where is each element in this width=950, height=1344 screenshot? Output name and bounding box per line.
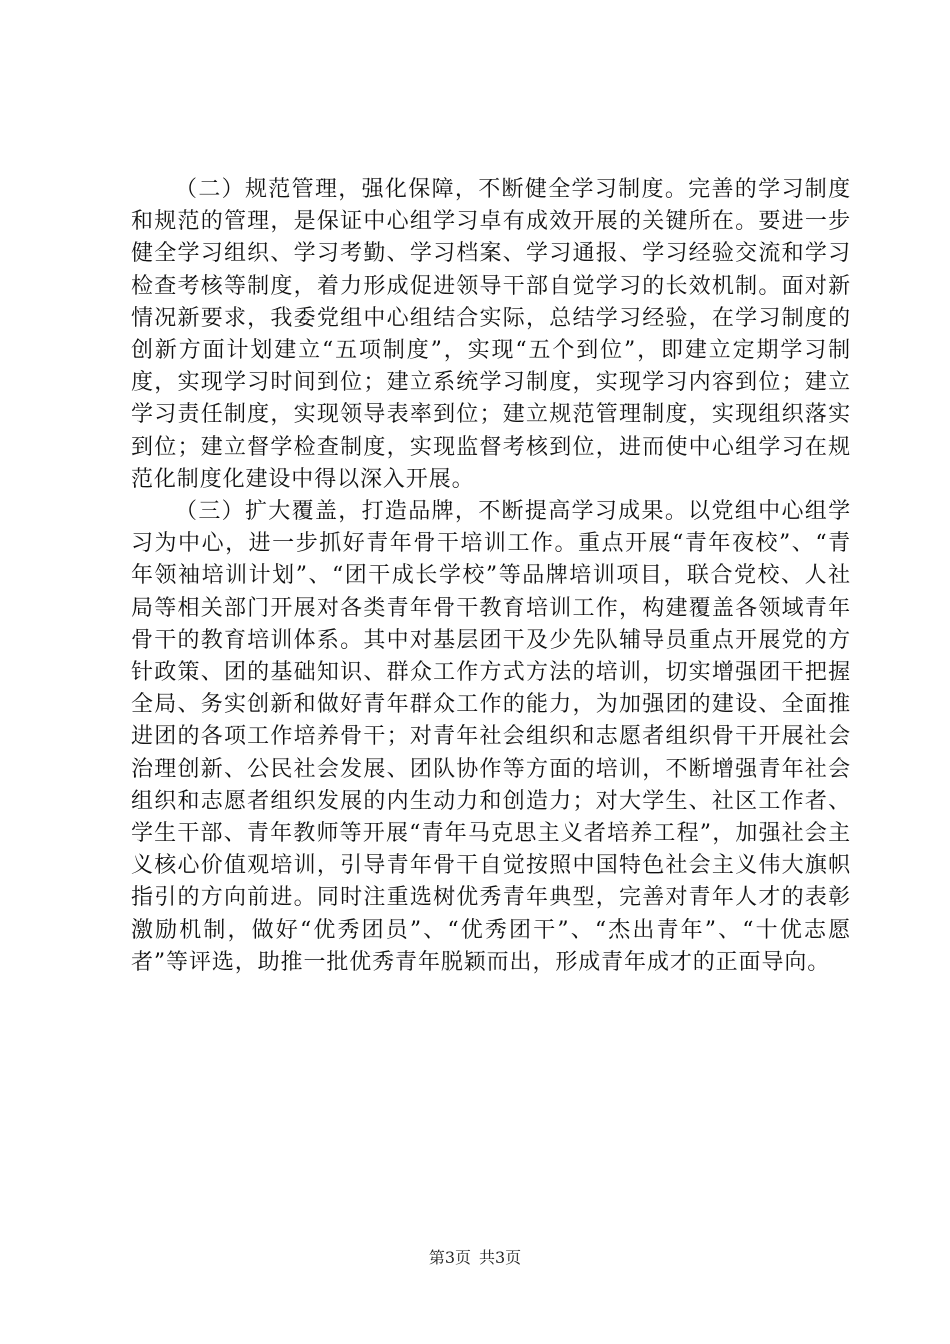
page-number-total: 共3页 [479, 1248, 522, 1267]
paragraph-section-three: （三）扩大覆盖，打造品牌，不断提高学习成果。以党组中心组学习为中心，进一步抓好青年骨干培训工作。重点开展“青年夜校”、“青年领袖培训计划”、“团干成长学校”等品牌培训项目，联合党校、人社局等相关部门开展对各类青年骨干教育培训工作，构建覆盖各领域青年骨干的教育培训体系。其中对基层团干及少先队辅导员重点开展党的方针政策、团的基础知识、群众工作方式方法的培训，切实增强团干把握全局、务实创新和做好青年群众工作的能力，为加强团的建设、全面推进团的各项工作培养骨干；对青年社会组织和志愿者组织骨干开展社会治理创新、公民社会发展、团队协作等方面的培训，不断增强青年社会组织和志愿者组织发展的内生动力和创造力；对大学生、社区工作者、学生干部、青年教师等开展“青年马克思主义者培养工程”，加强社会主义核心价值观培训，引导青年骨干自觉按照中国特色社会主义伟大旗帜指引的方向前进。同时注重选树优秀青年典型，完善对青年人才的表彰激励机制，做好“优秀团员”、“优秀团干”、“杰出青年”、“十优志愿者”等评选，助推一批优秀青年脱颖而出，形成青年成才的正面导向。 [131, 499, 851, 975]
page-number-current: 第3页 [428, 1248, 471, 1267]
paragraph-section-two: （二）规范管理，强化保障，不断健全学习制度。完善的学习制度和规范的管理，是保证中心组学习卓有成效开展的关键所在。要进一步健全学习组织、学习考勤、学习档案、学习通报、学习经验交流和学习检查考核等制度，着力形成促进领导干部自觉学习的长效机制。面对新情况新要求，我委党组中心组结合实际，总结学习经验，在学习制度的创新方面计划建立“五项制度”，实现“五个到位”，即建立定期学习制度，实现学习时间到位；建立系统学习制度，实现学习内容到位；建立学习责任制度，实现领导表率到位；建立规范管理制度，实现组织落实到位；建立督学检查制度，实现监督考核到位，进而使中心组学习在规范化制度化建设中得以深入开展。 [131, 177, 851, 492]
page-footer [0, 1245, 950, 1268]
document-body [131, 174, 851, 979]
